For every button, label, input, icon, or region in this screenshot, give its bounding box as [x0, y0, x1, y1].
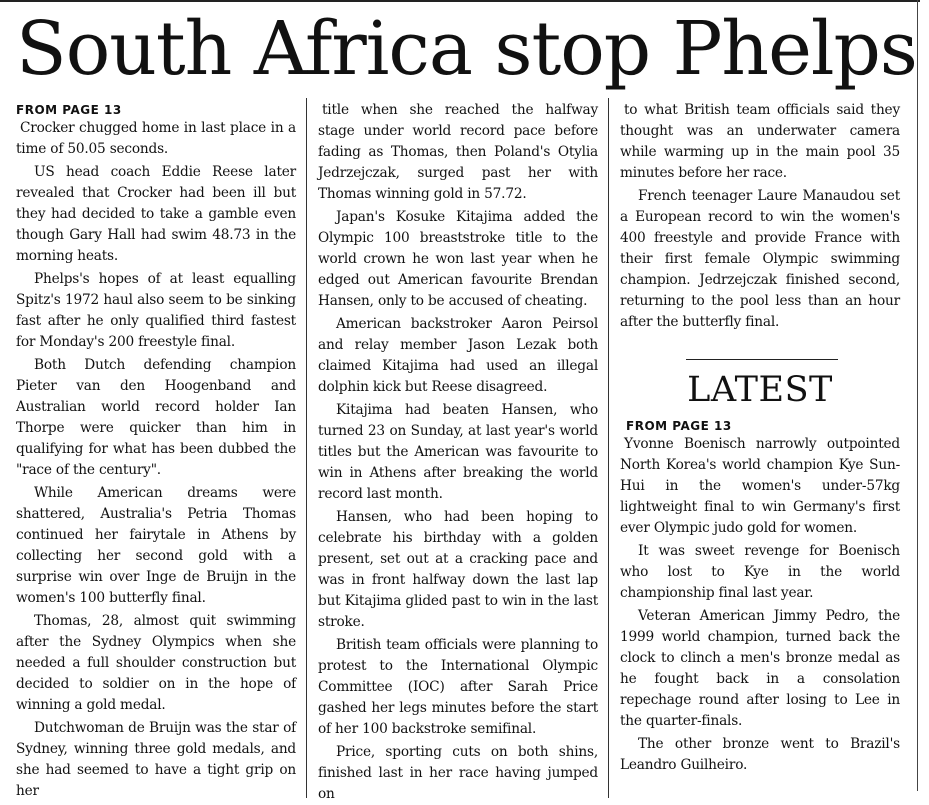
- article-paragraph: Phelps's hopes of at least equalling Spitz's 1972 haul also seem to be sinking fast after he only qualified third fastest for Monday's 200 freestyle final.: [16, 271, 296, 350]
- article-headline: South Africa stop Phelps: [16, 6, 917, 92]
- article-column-1: [16, 100, 296, 800]
- column-divider: [306, 98, 307, 798]
- article-column-2: [318, 100, 598, 800]
- article-paragraph: Price, sporting cuts on both shins, finished last in her race having jumped on: [318, 744, 598, 802]
- article-kicker: FROM PAGE 13: [16, 103, 122, 117]
- latest-paragraph: The other bronze went to Brazil's Leandro Guilheiro.: [620, 736, 900, 773]
- article-paragraph: US head coach Eddie Reese later revealed that Crocker had been ill but they had decided to take a gamble even though Gary Hall had swim 48.73 in the morning heats.: [16, 164, 296, 264]
- latest-paragraph: It was sweet revenge for Boenisch who lost to Kye in the world championship final last year.: [620, 543, 900, 601]
- article-paragraph: Crocker chugged home in last place in a time of 50.05 seconds.: [16, 120, 296, 157]
- article-paragraph: Both Dutch defending champion Pieter van den Hoogenband and Australian world record holder Ian Thorpe were quicker than him in qualifying for what has been dubbed the "race of the century".: [16, 357, 296, 478]
- article-column-3: [620, 100, 900, 800]
- article-paragraph: Dutchwoman de Bruijn was the star of Sydney, winning three gold medals, and she had seemed to have a tight grip on her: [16, 720, 296, 799]
- column-divider: [608, 98, 609, 798]
- article-paragraph: French teenager Laure Manaudou set a European record to win the women's 400 freestyle and provide France with their first female Olympic swimming champion. Jedrzejczak finished second, returning to the pool less than an hour after the butterfly final.: [620, 188, 900, 330]
- latest-section-title: LATEST: [687, 370, 833, 410]
- latest-paragraph: Veteran American Jimmy Pedro, the 1999 world champion, turned back the clock to clinch a men's bronze medal as he fought back in a consolation repechage round after losing to Lee in the quarter-finals.: [620, 608, 900, 729]
- latest-paragraph: Yvonne Boenisch narrowly outpointed North Korea's world champion Kye Sun-Hui in the women's under-57kg lightweight final to win Germany's first ever Olympic judo gold for women.: [620, 436, 900, 536]
- latest-section-rule: [686, 359, 838, 360]
- article-paragraph: Japan's Kosuke Kitajima added the Olympic 100 breaststroke title to the world crown he won last year when he edged out American favourite Brendan Hansen, only to be accused of cheating.: [318, 209, 598, 309]
- article-paragraph: Hansen, who had been hoping to celebrate his birthday with a golden present, set out at a cracking pace and was in front halfway down the last lap but Kitajima glided past to win in the last stroke.: [318, 509, 598, 630]
- article-paragraph: British team officials were planning to protest to the International Olympic Committee (IOC) after Sarah Price gashed her legs minutes before the start of her 100 backstroke semifinal.: [318, 637, 598, 737]
- article-paragraph: to what British team officials said they thought was an underwater camera while warming up in the main pool 35 minutes before her race.: [620, 102, 900, 181]
- latest-kicker: FROM PAGE 13: [626, 419, 732, 433]
- right-edge-rule: [917, 0, 918, 791]
- article-paragraph: While American dreams were shattered, Australia's Petria Thomas continued her fairytale in Athens by collecting her second gold with a surprise win over Inge de Bruijn in the women's 100 butterfly final.: [16, 485, 296, 606]
- top-rule: [0, 0, 920, 2]
- article-paragraph: Thomas, 28, almost quit swimming after the Sydney Olympics when she needed a full shoulder construction but decided to soldier on in the hope of winning a gold medal.: [16, 613, 296, 713]
- article-paragraph: American backstroker Aaron Peirsol and relay member Jason Lezak both claimed Kitajima had used an illegal dolphin kick but Reese disagreed.: [318, 316, 598, 395]
- article-paragraph: Kitajima had beaten Hansen, who turned 23 on Sunday, at last year's world titles but the American was favourite to win in Athens after breaking the world record last month.: [318, 402, 598, 502]
- article-paragraph: title when she reached the halfway stage under world record pace before fading as Thomas, then Poland's Otylia Jedrzejczak, surged past her with Thomas winning gold in 57.72.: [318, 102, 598, 202]
